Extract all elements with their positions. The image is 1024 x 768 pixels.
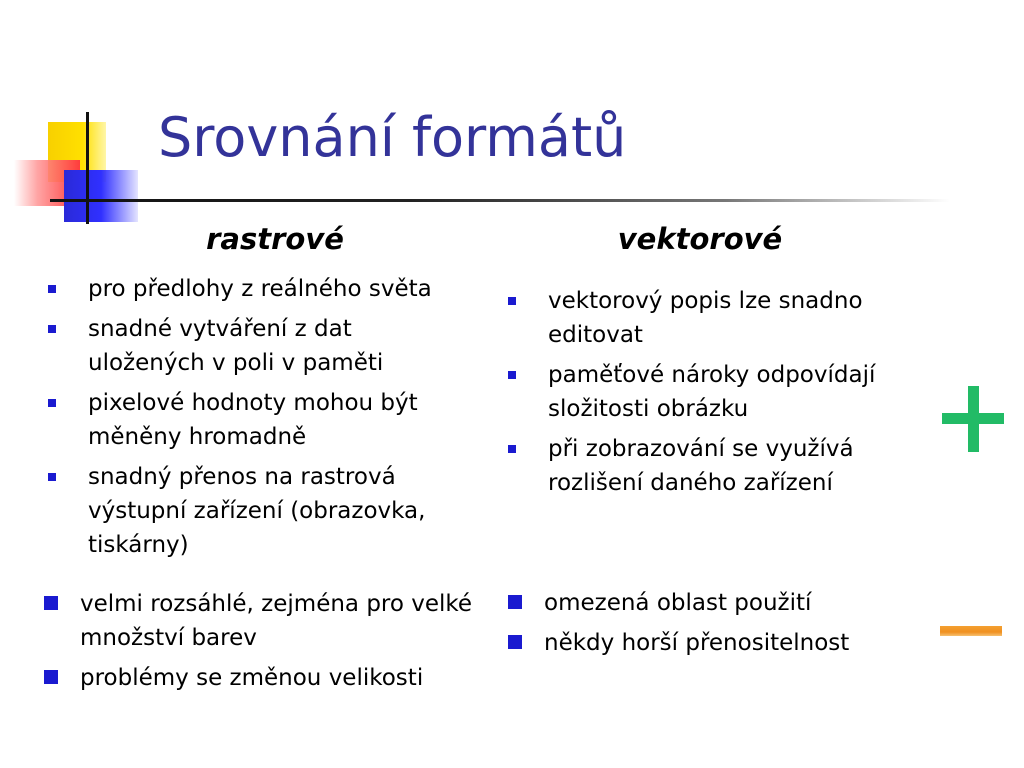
vector-disadvantages-list — [508, 586, 928, 666]
list-item — [48, 312, 468, 380]
minus-icon — [940, 626, 1002, 636]
list-item-text: při zobrazování se využívá rozlišení daného zařízení — [548, 436, 854, 496]
square-bullet-icon — [508, 635, 522, 649]
vector-advantages-list — [508, 284, 928, 506]
list-item-text: pixelové hodnoty mohou být měněny hromadně — [88, 390, 418, 450]
title-underline — [50, 199, 950, 202]
square-bullet-icon — [508, 595, 522, 609]
square-bullet-icon — [44, 670, 58, 684]
logo-vertical-line — [86, 112, 89, 224]
square-bullet-icon — [508, 297, 516, 305]
raster-advantages-list — [48, 272, 468, 568]
heading-raster: rastrové — [206, 222, 344, 256]
list-item-text: omezená oblast použití — [544, 590, 812, 616]
list-item — [508, 586, 928, 620]
list-item-text: snadný přenos na rastrová výstupní zařízení (obrazovka, tiskárny) — [88, 464, 426, 558]
square-bullet-icon — [48, 473, 56, 481]
list-item-text: velmi rozsáhlé, zejména pro velké množství barev — [80, 591, 473, 651]
list-item-text: snadné vytváření z dat uložených v poli v paměti — [88, 316, 384, 376]
list-item — [508, 626, 928, 660]
square-bullet-icon — [48, 285, 56, 293]
list-item-text: někdy horší přenositelnost — [544, 630, 850, 656]
list-item — [508, 358, 928, 426]
square-bullet-icon — [48, 399, 56, 407]
list-item-text: problémy se změnou velikosti — [80, 665, 424, 691]
raster-disadvantages-list — [44, 587, 474, 701]
square-bullet-icon — [508, 371, 516, 379]
slide-title: Srovnání formátů — [158, 106, 627, 169]
list-item-text: vektorový popis lze snadno editovat — [548, 288, 863, 348]
list-item — [508, 284, 928, 352]
square-bullet-icon — [44, 596, 58, 610]
list-item — [44, 587, 474, 655]
list-item — [48, 272, 468, 306]
list-item — [48, 386, 468, 454]
square-bullet-icon — [48, 325, 56, 333]
list-item-text: pro předlohy z reálného světa — [88, 276, 432, 302]
list-item — [44, 661, 474, 695]
heading-vector: vektorové — [617, 222, 783, 256]
list-item — [508, 432, 928, 500]
plus-icon — [942, 386, 1004, 452]
slide-logo — [0, 0, 160, 240]
plus-icon-vertical — [968, 386, 979, 452]
list-item — [48, 460, 468, 562]
square-bullet-icon — [508, 445, 516, 453]
list-item-text: paměťové nároky odpovídají složitosti obrázku — [548, 362, 876, 422]
logo-blue-square — [64, 170, 138, 222]
